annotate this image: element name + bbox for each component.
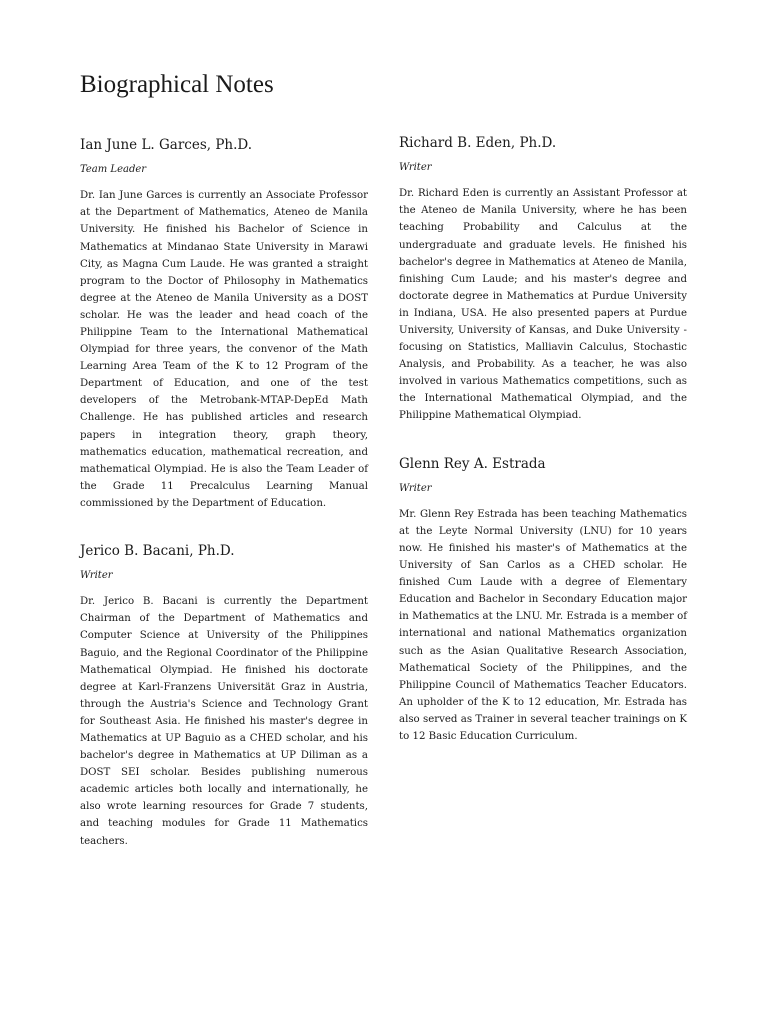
page-title: Biographical Notes <box>80 71 274 98</box>
bio-text: Dr. Jerico B. Bacani is currently the Department Chairman of the Department of Mathematics and Computer Science at University of the Philippines Baguio, and the Regional Coordinator of the Philippine Mathematical Olympiad. He finished his doctorate degree at Karl-Franzens Universität Graz in Austria, through the Austria's Science and Technology Grant for Southeast Asia. He finished his master's degree in Mathematics at UP Baguio as a CHED scholar, and his bachelor's degree in Mathematics at UP Diliman as a DOST SEI scholar. Besides publishing numerous academic articles both locally and internationally, he also wrote learning resources for Grade 7 students, and teaching modules for Grade 11 Mathematics teachers. <box>80 596 368 847</box>
bio-eden <box>399 134 687 425</box>
left-column <box>80 136 368 880</box>
bio-text: Mr. Glenn Rey Estrada has been teaching Mathematics at the Leyte Normal University (LNU) for 10 years now. He finished his master's of Mathematics at the University of San Carlos as a CHED scholar. He finished Cum Laude with a degree of Elementary Education and Bachelor in Secondary Education major in Mathematics at the LNU. Mr. Estrada is a member of international and national Mathematics organization such as the Asian Qualitative Research Association, Mathematical Society of the Philippines, and the Philippine Council of Mathematics Teacher Educators. An upholder of the K to 12 education, Mr. Estrada has also served as Trainer in several teacher trainings on K to 12 Basic Education Curriculum. <box>399 508 687 742</box>
bio-garces <box>80 136 368 512</box>
bio-bacani <box>80 542 368 850</box>
bio-text: Dr. Ian June Garces is currently an Associate Professor at the Department of Mathematics, Ateneo de Manila University. He finished his Bachelor of Science in Mathematics at Mindanao State University in Marawi City, as Magna Cum Laude. He was granted a straight program to the Doctor of Philosophy in Mathematics degree at the Ateneo de Manila University as a DOST scholar. He was the leader and head coach of the Philippine Team to the International Mathematical Olympiad for three years, the convenor of the Math Learning Area Team of the K to 12 Program of the Department of Education, and one of the test developers of the Metrobank-MTAP-DepEd Math Challenge. He has published articles and research papers in integration theory, graph theory, mathematics education, mathematical recreation, and mathematical Olympiad. He is also the Team Leader of the Grade 11 Precalculus Learning Manual commissioned by the Department of Education. <box>80 190 368 509</box>
bio-name: Richard B. Eden, Ph.D. <box>399 135 557 151</box>
bio-name: Jerico B. Bacani, Ph.D. <box>80 543 235 559</box>
right-column <box>399 134 687 775</box>
bio-name: Ian June L. Garces, Ph.D. <box>80 137 253 153</box>
bio-text: Dr. Richard Eden is currently an Assistant Professor at the Ateneo de Manila University, where he has been teaching Probability and Calculus at the undergraduate and graduate levels. He finished his bachelor's degree in Mathematics at Ateneo de Manila, finishing Cum Laude; and his master's degree and doctorate degree in Mathematics at Purdue University in Indiana, USA. He also presented papers at Purdue University, University of Kansas, and Duke University - focusing on Statistics, Malliavin Calculus, Stochastic Analysis, and Probability. As a teacher, he was also involved in various Mathematics competitions, such as the International Mathematical Olympiad, and the Philippine Mathematical Olympiad. <box>399 188 687 422</box>
bio-role: Writer <box>399 482 432 494</box>
bio-estrada <box>399 455 687 746</box>
bio-name: Glenn Rey A. Estrada <box>399 455 546 472</box>
bio-role: Writer <box>399 162 432 174</box>
bio-role: Writer <box>80 570 113 582</box>
bio-role: Team Leader <box>80 164 147 176</box>
